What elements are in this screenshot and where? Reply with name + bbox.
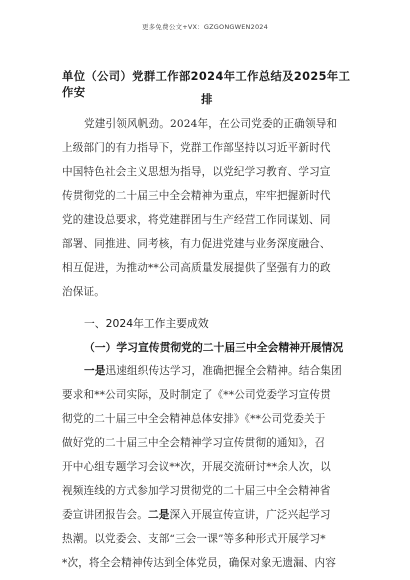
body-line: 要求和**公司实际，及时制定了《**公司党委学习宣传贯 [62, 389, 331, 401]
intro-line: 相互促进，为推动**公司高质量发展提供了坚强有力的政 [62, 262, 331, 274]
lead-marker: 一是 [84, 365, 106, 377]
lead-marker: 二是 [147, 509, 170, 521]
intro-line: 治保证。 [62, 286, 105, 298]
body-text: 委宣讲团报告会。 [62, 509, 148, 521]
section-heading: 一、2024年工作主要成效 [84, 317, 209, 330]
body-text: 迅速组织传达学习，准确把握全会精神。结合集团 [105, 365, 342, 377]
body-line: *次，将全会精神传达到全体党员，确保对象无遗漏、内容 [62, 557, 337, 569]
body-line: 开中心组专题学习会议**次，开展交流研讨**余人次，以 [62, 461, 331, 473]
subsection-heading: （一）学习宣传贯彻党的二十届三中全会精神开展情况 [84, 341, 344, 354]
body-line: 彻党的二十届三中全会精神总体安排》《**公司党委关于 [62, 413, 326, 425]
header-note: 更多免费公文+VX：GZGONGWEN2024 [142, 23, 268, 31]
body-line: 热潮。以党委会、支部“三会一课”等多种形式开展学习* [62, 533, 326, 545]
document-title-line-1: 单位（公司）党群工作部2024年工作总结及2025年工作安 [62, 70, 351, 99]
body-line [62, 508, 352, 523]
intro-line: 党建引领风帆劲。2024年，在公司党委的正确领导和 [84, 118, 338, 130]
intro-line: 上级部门的有力指导下，党群工作部坚持以习近平新时代 [62, 142, 331, 154]
intro-line: 部署、同推进、同考核，有力促进党建与业务深度融合、 [62, 238, 331, 250]
body-line [84, 364, 352, 379]
intro-line: 传贯彻党的二十届三中全会精神为重点，牢牢把握新时代 [62, 190, 331, 202]
intro-line: 党的建设总要求，将党建群团与生产经营工作同谋划、同 [62, 214, 331, 226]
body-text: 深入开展宣传宣讲，广泛兴起学习 [169, 509, 331, 521]
document-title-line-2: 排 [201, 93, 213, 106]
intro-line: 中国特色社会主义思想为指导，以党纪学习教育、学习宣 [62, 166, 331, 178]
body-line: 视频连线的方式参加学习贯彻党的二十届三中全会精神省 [62, 485, 331, 497]
body-line: 做好党的二十届三中全会精神学习宣传贯彻的通知》，召 [62, 437, 326, 449]
